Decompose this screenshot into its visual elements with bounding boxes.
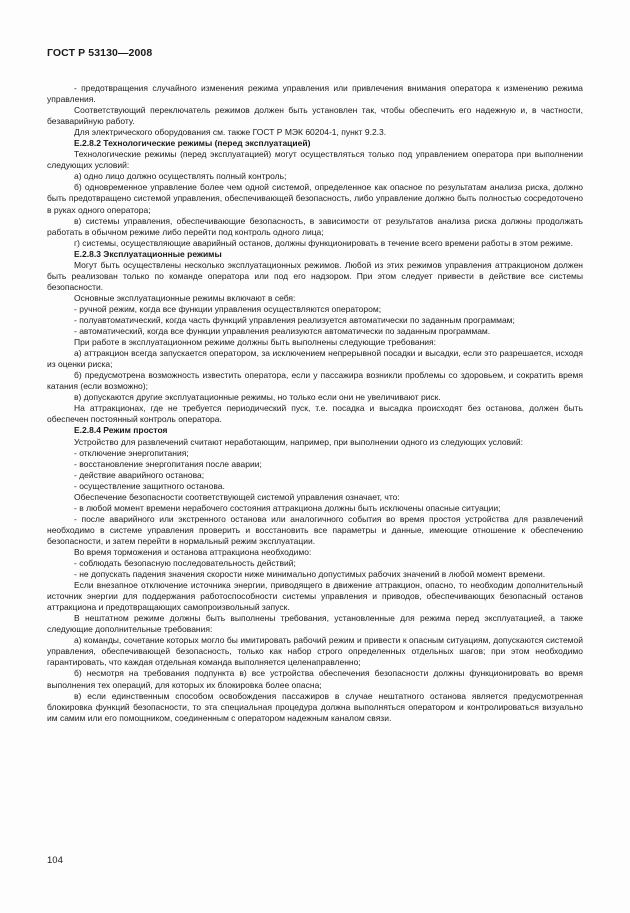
document-body <box>47 83 583 724</box>
paragraph: - автоматический, когда все функции управления реализуются автоматически по заданным программам. <box>74 326 491 337</box>
paragraph: г) системы, осуществляющие аварийный останов, должны функционировать в течение всего времени работы в этом режиме. <box>74 237 574 248</box>
paragraph: Если внезапное отключение источника энергии, приводящего в движение аттракцион, опасно, то необходим дополнительный источник энергии для поддержания работоспособности системы управления и приводов, обеспечивающих безопасный останов аттракциона и предотвращающих самопроизвольный запуск. <box>47 580 583 613</box>
paragraph: Соответствующий переключатель режимов должен быть установлен так, чтобы обеспечить его надежную и, в частности, безаварийную работу. <box>47 105 583 127</box>
paragraph: - ручной режим, когда все функции управления осуществляются оператором; <box>74 303 382 314</box>
paragraph: - предотвращения случайного изменения режима управления или привлечения внимания оператора к изменению режима управления. <box>47 83 583 105</box>
paragraph: Для электрического оборудования см. также ГОСТ Р МЭК 60204-1, пункт 9.2.3. <box>74 127 387 138</box>
paragraph: В нештатном режиме должны быть выполнены требования, установленные для режима перед эксплуатацией, а также следующие дополнительные требования: <box>47 613 583 635</box>
paragraph: - действие аварийного останова; <box>74 469 205 480</box>
paragraph: - полуавтоматический, когда часть функций управления реализуется автоматически по заданным программам; <box>74 314 515 325</box>
paragraph: Обеспечение безопасности соответствующей системой управления означает, что: <box>74 491 400 502</box>
paragraph: - не допускать падения значения скорости ниже минимально допустимых рабочих значений в любой момент времени. <box>74 569 546 580</box>
paragraph: - отключение энергопитания; <box>74 447 189 458</box>
paragraph: а) одно лицо должно осуществлять полный контроль; <box>74 171 287 182</box>
paragraph: а) аттракцион всегда запускается оператором, за исключением непрерывной посадки и высадки, если это разрешается, исходя из оценки риска; <box>47 348 583 370</box>
paragraph: - соблюдать безопасную последовательность действий; <box>74 558 296 569</box>
paragraph: Могут быть осуществлены несколько эксплуатационных режимов. Любой из этих режимов управления аттракционом должен быть реализован только по команде оператора или под его надзором. При этом следует привести в действие все системы безопасности. <box>47 259 583 292</box>
page-number: 104 <box>47 855 63 866</box>
paragraph: а) команды, сочетание которых могло бы имитировать рабочий режим и привести к опасным ситуациям, допускаются системой управления, обеспечивающей безопасность, только как набор строго определенных отдельных шагов; при этом необходимо гарантировать, что каждая отдельная команда выполняется целенаправленно; <box>47 635 583 668</box>
paragraph: в) допускаются другие эксплуатационные режимы, но только если они не увеличивают риск. <box>74 392 441 403</box>
paragraph: При работе в эксплуатационном режиме должны быть выполнены следующие требования: <box>74 337 437 348</box>
document-header: ГОСТ Р 53130—2008 <box>47 47 153 59</box>
paragraph: - в любой момент времени нерабочего состояния аттракциона должны быть исключены опасные ситуации; <box>74 502 501 513</box>
paragraph: Устройство для развлечений считают неработающим, например, при выполнении одного из следующих условий: <box>74 436 524 447</box>
paragraph: б) предусмотрена возможность известить оператора, если у пассажира возникли проблемы со здоровьем, и сократить время катания (если возможно); <box>47 370 583 392</box>
section-heading: Е.2.8.3 Эксплуатационные режимы <box>74 248 222 259</box>
paragraph: Технологические режимы (перед эксплуатацией) могут осуществляться только под управлением оператора при выполнении следующих условий: <box>47 149 583 171</box>
paragraph: - осуществление защитного останова. <box>74 480 225 491</box>
paragraph: - после аварийного или экстренного останова или аналогичного события во время простоя устройства для развлечений необходимо в системе управления проверить и восстановить все параметры и данные, имеющие отношение к обеспечению безопасности, и затем перейти в нормальный режим эксплуатации. <box>47 513 583 546</box>
paragraph: в) если единственным способом освобождения пассажиров в случае нештатного останова является предусмотренная блокировка функций безопасности, то эта специальная процедура должна выполняться оператором и контролироваться визуально им самим или его помощником, соединенным с оператором надежным каналом связи. <box>47 690 583 723</box>
paragraph: б) одновременное управление более чем одной системой, определенное как опасное по результатам анализа риска, должно быть предотвращено системой управления, обеспечивающей безопасность, либо управление должно быть полностью сосредоточено в руках одного оператора; <box>47 182 583 215</box>
section-heading: Е.2.8.4 Режим простоя <box>74 425 168 436</box>
paragraph: в) системы управления, обеспечивающие безопасность, в зависимости от результатов анализа риска должны продолжать работать в обычном режиме либо перейти под контроль одного лица; <box>47 215 583 237</box>
paragraph: б) несмотря на требования подпункта в) все устройства обеспечения безопасности должны функционировать во время выполнения тех операций, для которых их блокировка более опасна; <box>47 668 583 690</box>
paragraph: Во время торможения и останова аттракциона необходимо: <box>74 546 312 557</box>
paragraph: На аттракционах, где не требуется периодический пуск, т.е. посадка и высадка происходят без останова, должен быть обеспечен постоянный контроль оператора. <box>47 403 583 425</box>
section-heading: Е.2.8.2 Технологические режимы (перед эксплуатацией) <box>74 138 311 149</box>
paragraph: - восстановление энергопитания после аварии; <box>74 458 262 469</box>
paragraph: Основные эксплуатационные режимы включают в себя: <box>74 292 296 303</box>
